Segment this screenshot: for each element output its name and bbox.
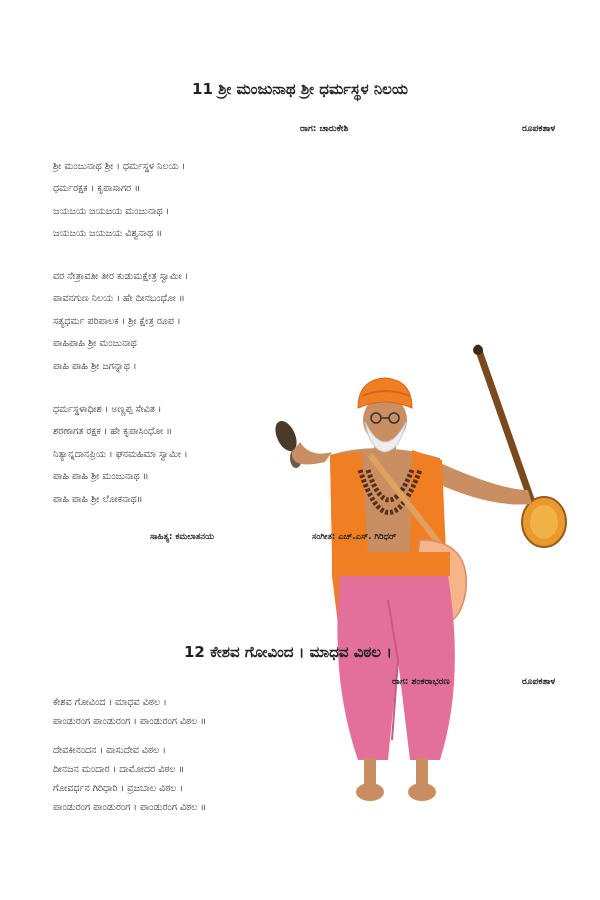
lyric-line: ಧರ್ಮಸ್ಥಳಾಧೀಶ । ಅಣ್ಣಪ್ಪ ಸೇವಿತ । <box>53 404 162 415</box>
lyric-line: ಪಾವನಗುಣ ನಿಲಯ । ಹೇ ದೀನಬಂಧೋ ॥ <box>53 293 185 305</box>
song11-tala: ರೂಪಕತಾಳ <box>522 124 556 134</box>
lyric-line: ಪಾಂಡುರಂಗ ಪಾಂಡುರಂಗ । ಪಾಂಡುರಂಗ ವಿಠಲ ॥ <box>53 802 207 813</box>
lyric-line: ಜಯಜಯ ಜಯಜಯ ಮಂಜುನಾಥ । <box>53 205 170 217</box>
song11-sangeeta: ಸಂಗೀತ: ಎಚ್.ಎಸ್. ಗಿರಿಧರ್ <box>312 532 397 542</box>
lyric-line: ಪಾಹಿ ಪಾಹಿ ಶ್ರೀ ಜಗನ್ನಾಥ । <box>53 360 137 372</box>
lyric-line: ಪಾಹಿ ಪಾಹಿ ಶ್ರೀ ಮಂಜುನಾಥ ॥ <box>53 471 149 483</box>
song12-raga: ರಾಗ: ಶಂಕರಾಭರಣ <box>392 677 450 687</box>
song11-sahitya: ಸಾಹಿತ್ಯ: ಕಮಲಾತನಯ <box>150 532 215 542</box>
lyric-line: ಸತ್ಯಧರ್ಮ ಪರಿಪಾಲಕ । ಶ್ರೀ ಕ್ಷೇತ್ರ ರೂಪ । <box>53 315 181 327</box>
lyric-line: ಶರಣಾಗತ ರಕ್ಷಕ । ಹೇ ಕೃಪಾಸಿಂಧೋ ॥ <box>53 426 172 438</box>
lyric-line: ನಿತ್ಯಾನ್ನದಾನಪ್ರಿಯ । ಘನಮಹಿಮಾ ಸ್ವಾಮೀ । <box>53 448 188 460</box>
lyric-line: ಗೋವರ್ಧನ ಗಿರಿಧಾರಿ । ವ್ರಜಬಾಲ ವಿಠಲ । <box>53 783 184 794</box>
song11-stanza-3 <box>53 399 188 511</box>
song11-raga: ರಾಗ: ಚಾರುಕೇಶಿ <box>300 124 349 134</box>
song12-tala: ರೂಪಕತಾಳ <box>522 677 556 687</box>
lyric-line: ದೀನಜನ ಮಂದಾರ । ದಾಮೋದರ ವಿಠಲ ॥ <box>53 764 185 775</box>
lyric-line: ಪಾಂಡುರಂಗ ಪಾಂಡುರಂಗ । ಪಾಂಡುರಂಗ ವಿಠಲ ॥ <box>53 716 207 727</box>
song12-title: 12 ಕೇಶವ ಗೋವಿಂದ । ಮಾಧವ ವಿಠಲ । <box>184 643 392 661</box>
song11-stanza-1 <box>53 156 185 246</box>
lyric-line: ಪಾಹಿಪಾಹಿ ಶ್ರೀ ಮಂಜುನಾಥ <box>53 338 137 350</box>
lyric-line: ವರ ನೇತ್ರಾವತೀ ತೀರ ಕುಡುಮಕ್ಷೇತ್ರ ಸ್ವಾಮೀ । <box>53 271 189 282</box>
song11-title: 11 ಶ್ರೀ ಮಂಜುನಾಥ ಶ್ರೀ ಧರ್ಮಸ್ಥಳ ನಿಲಯ <box>192 80 408 98</box>
lyric-line: ಧರ್ಮರಕ್ಷಕ । ಕೃಪಾಸಾಗರ ॥ <box>53 183 141 195</box>
song11-stanza-2 <box>53 266 188 378</box>
performer-illustration <box>270 340 580 820</box>
ektara-instrument <box>473 345 566 547</box>
song12-stanza-2 <box>53 741 206 817</box>
lyric-line: ಶ್ರೀ ಮಂಜುನಾಥ ಶ್ರೀ । ಧರ್ಮಸ್ಥಳ ನಿಲಯ । <box>53 161 186 172</box>
lyric-line: ಕೇಶವ ಗೋವಿಂದ । ಮಾಧವ ವಿಠಲ । <box>53 697 167 708</box>
lyric-line: ದೇವಕೀನಂದನ । ವಾಸುದೇವ ವಿಠಲ । <box>53 745 166 756</box>
lyric-line: ಜಯಜಯ ಜಯಜಯ ವಿಶ್ವನಾಥ ॥ <box>53 228 162 240</box>
song12-stanza-1 <box>53 693 206 731</box>
lyric-line: ಪಾಹಿ ಪಾಹಿ ಶ್ರೀ ಲೋಕನಾಥ॥ <box>53 493 143 505</box>
